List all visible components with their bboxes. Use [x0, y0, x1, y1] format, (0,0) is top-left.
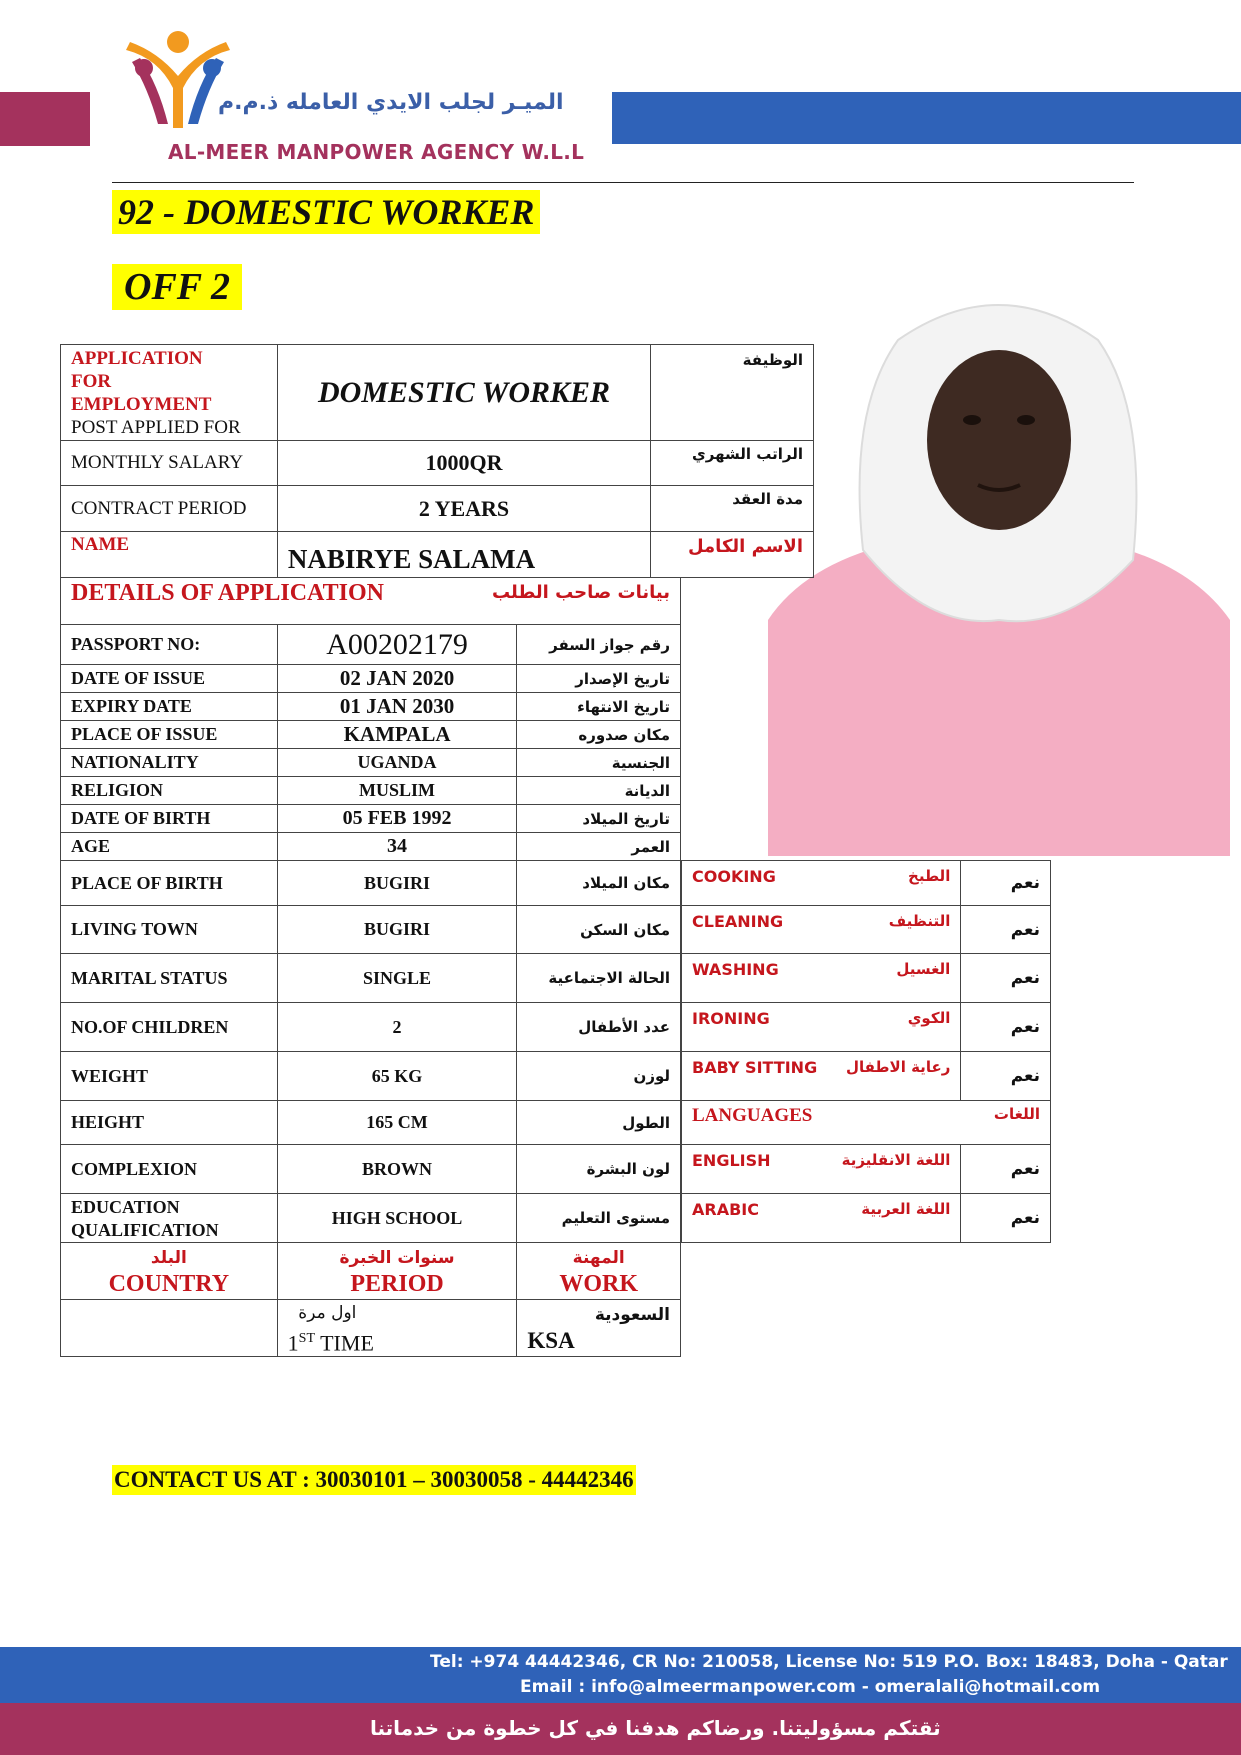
table-row: [61, 345, 814, 441]
place-of-issue-label: PLACE OF ISSUE: [61, 721, 278, 749]
page-subtitle: OFF 2: [112, 264, 242, 310]
languages-heading: LANGUAGES: [692, 1105, 813, 1126]
page-title: 92 - DOMESTIC WORKER: [112, 190, 540, 234]
table-row: [61, 1101, 681, 1145]
table-row: [61, 777, 681, 805]
skill-row: [682, 1003, 1051, 1052]
religion-value: MUSLIM: [277, 777, 517, 805]
experience-period-ar: اول مرة: [298, 1303, 357, 1323]
language-answer: نعم: [961, 1145, 1051, 1194]
nationality-label: NATIONALITY: [61, 749, 278, 777]
post-value: DOMESTIC WORKER: [277, 345, 650, 441]
table-row: [61, 954, 681, 1003]
skill-answer: نعم: [961, 1003, 1051, 1052]
country-header: COUNTRY: [108, 1271, 230, 1297]
education-value: HIGH SCHOOL: [277, 1194, 517, 1243]
contract-label: CONTRACT PERIOD: [61, 486, 278, 532]
language-answer: نعم: [961, 1194, 1051, 1243]
height-label-ar: الطول: [517, 1101, 681, 1145]
name-label-ar: الاسم الكامل: [651, 532, 814, 578]
salary-value: 1000QR: [277, 441, 650, 486]
table-row: [61, 906, 681, 954]
marital-status-label: MARITAL STATUS: [61, 954, 278, 1003]
post-label-line: EMPLOYMENT: [71, 394, 212, 415]
skill-answer: نعم: [961, 861, 1051, 906]
expiry-date-label-ar: تاريخ الانتهاء: [517, 693, 681, 721]
work-header: WORK: [559, 1271, 639, 1297]
name-label: NAME: [61, 532, 278, 578]
post-label-line: APPLICATION: [71, 348, 203, 369]
experience-work: [517, 1300, 681, 1357]
details-table: [60, 577, 681, 1357]
pob-label-ar: مكان الميلاد: [517, 861, 681, 906]
nationality-label-ar: الجنسية: [517, 749, 681, 777]
language-ar: اللغة الانقليزية: [841, 1151, 951, 1169]
age-label-ar: العمر: [517, 833, 681, 861]
marital-status-value: SINGLE: [277, 954, 517, 1003]
living-town-label: LIVING TOWN: [61, 906, 278, 954]
table-row: [61, 441, 814, 486]
dob-label: DATE OF BIRTH: [61, 805, 278, 833]
table-row: [61, 721, 681, 749]
skills-table: [681, 860, 1051, 1243]
table-row: [61, 486, 814, 532]
table-row: [61, 805, 681, 833]
age-label: AGE: [61, 833, 278, 861]
experience-period: [277, 1300, 517, 1357]
language-cell: [682, 1194, 961, 1243]
skill-cell: [682, 1003, 961, 1052]
experience-work-header: [517, 1243, 681, 1300]
expiry-date-value: 01 JAN 2030: [277, 693, 517, 721]
header-maroon-bar: [0, 92, 90, 146]
skill-ar: الكوي: [907, 1009, 951, 1027]
post-label-ar: الوظيفة: [651, 345, 814, 441]
experience-work-ar: السعودية: [594, 1305, 670, 1326]
period-word: TIME: [315, 1330, 374, 1356]
living-town-value: BUGIRI: [277, 906, 517, 954]
skill-answer: نعم: [961, 1052, 1051, 1101]
skill-ar: الطبخ: [908, 867, 951, 885]
dob-value: 05 FEB 1992: [277, 805, 517, 833]
experience-country-header: [61, 1243, 278, 1300]
place-of-issue-label-ar: مكان صدوره: [517, 721, 681, 749]
language-row: [682, 1194, 1051, 1243]
issue-date-value: 02 JAN 2020: [277, 665, 517, 693]
weight-label-ar: لوزن: [517, 1052, 681, 1101]
period-number: 1: [287, 1330, 299, 1356]
height-value: 165 CM: [277, 1101, 517, 1145]
skill-row: [682, 906, 1051, 954]
pob-value: BUGIRI: [277, 861, 517, 906]
footer-slogan: ثقتكم مسؤوليتنا. ورضاكم هدفنا في كل خطوة من خدماتنا: [370, 1716, 941, 1740]
skill-row: [682, 954, 1051, 1003]
table-row: [61, 1194, 681, 1243]
complexion-value: BROWN: [277, 1145, 517, 1194]
marital-status-label-ar: الحالة الاجتماعية: [517, 954, 681, 1003]
religion-label-ar: الديانة: [517, 777, 681, 805]
details-heading-cell: [61, 578, 681, 625]
experience-header-row: [61, 1243, 681, 1300]
footer-contact-bar: [0, 1647, 1241, 1703]
contact-numbers: CONTACT US AT : 30030101 – 30030058 - 44442346: [112, 1465, 636, 1495]
table-row: [61, 693, 681, 721]
post-label-line: FOR: [71, 371, 112, 392]
experience-country: [61, 1300, 278, 1357]
children-label-ar: عدد الأطفال: [517, 1003, 681, 1052]
weight-label: WEIGHT: [61, 1052, 278, 1101]
logo-arabic-name: الميـر لجلب الايدي العامله ذ.م.م: [218, 90, 564, 115]
skill-answer: نعم: [961, 954, 1051, 1003]
education-label-line: EDUCATION: [71, 1197, 180, 1217]
skill-en: WASHING: [692, 960, 779, 979]
expiry-date-label: EXPIRY DATE: [61, 693, 278, 721]
skill-cell: [682, 861, 961, 906]
languages-heading-row: [682, 1101, 1051, 1145]
children-label: NO.OF CHILDREN: [61, 1003, 278, 1052]
period-header: PERIOD: [350, 1271, 444, 1297]
table-row: [61, 1145, 681, 1194]
work-header-ar: المهنة: [572, 1248, 625, 1268]
period-header-ar: سنوات الخبرة: [339, 1248, 455, 1268]
passport-label-ar: رقم جواز السفر: [517, 625, 681, 665]
table-row: [61, 1003, 681, 1052]
passport-label: PASSPORT NO:: [61, 625, 278, 665]
skill-ar: رعاية الاطفال: [845, 1058, 951, 1076]
application-table: [60, 344, 814, 578]
footer-line-2: Email : info@almeermanpower.com - omeralali@hotmail.com: [520, 1677, 1101, 1697]
table-row: [61, 532, 814, 578]
skill-cell: [682, 1052, 961, 1101]
skill-ar: التنظيف: [888, 912, 951, 930]
country-header-ar: البلد: [150, 1248, 187, 1268]
skill-en: COOKING: [692, 867, 776, 886]
salary-label-ar: الراتب الشهري: [651, 441, 814, 486]
contract-label-ar: مدة العقد: [651, 486, 814, 532]
languages-heading-ar: اللغات: [993, 1105, 1040, 1123]
age-value: 34: [277, 833, 517, 861]
experience-row: [61, 1300, 681, 1357]
details-heading: DETAILS OF APPLICATION: [71, 580, 384, 606]
table-row: [61, 1052, 681, 1101]
living-town-label-ar: مكان السكن: [517, 906, 681, 954]
language-ar: اللغة العربية: [861, 1200, 951, 1218]
name-value: NABIRYE SALAMA: [277, 532, 650, 578]
table-row: [61, 625, 681, 665]
skill-en: IRONING: [692, 1009, 770, 1028]
table-row: [61, 833, 681, 861]
education-label-line: QUALIFICATION: [71, 1220, 219, 1240]
skill-cell: [682, 906, 961, 954]
applicant-photo: [768, 290, 1230, 856]
details-heading-ar: بيانات صاحب الطلب: [491, 582, 670, 603]
place-of-issue-value: KAMPALA: [277, 721, 517, 749]
skill-en: BABY SITTING: [692, 1058, 818, 1077]
language-en: ARABIC: [692, 1200, 759, 1219]
skill-cell: [682, 954, 961, 1003]
children-value: 2: [277, 1003, 517, 1052]
post-label-cell: [61, 345, 278, 441]
issue-date-label-ar: تاريخ الإصدار: [517, 665, 681, 693]
company-logo-icon: [118, 28, 238, 138]
language-row: [682, 1145, 1051, 1194]
table-row: [61, 665, 681, 693]
footer-slogan-bar: [0, 1703, 1241, 1755]
complexion-label-ar: لون البشرة: [517, 1145, 681, 1194]
salary-label: MONTHLY SALARY: [61, 441, 278, 486]
skill-answer: نعم: [961, 906, 1051, 954]
experience-period-en: [288, 1326, 507, 1356]
language-en: ENGLISH: [692, 1151, 771, 1170]
logo-english-name: AL-MEER MANPOWER AGENCY W.L.L: [168, 140, 585, 164]
language-cell: [682, 1145, 961, 1194]
contract-value: 2 YEARS: [277, 486, 650, 532]
post-label-sub: POST APPLIED FOR: [71, 417, 241, 438]
table-row: [61, 861, 681, 906]
weight-value: 65 KG: [277, 1052, 517, 1101]
experience-period-header: [277, 1243, 517, 1300]
complexion-label: COMPLEXION: [61, 1145, 278, 1194]
footer-line-1: Tel: +974 44442346, CR No: 210058, License No: 519 P.O. Box: 18483, Doha - Qatar: [430, 1652, 1228, 1672]
header-divider: [112, 182, 1134, 183]
skill-row: [682, 861, 1051, 906]
height-label: HEIGHT: [61, 1101, 278, 1145]
dob-label-ar: تاريخ الميلاد: [517, 805, 681, 833]
skill-en: CLEANING: [692, 912, 784, 931]
table-row: [61, 749, 681, 777]
period-superscript: ST: [298, 1331, 316, 1346]
religion-label: RELIGION: [61, 777, 278, 805]
skill-row: [682, 1052, 1051, 1101]
education-label: [61, 1194, 278, 1243]
issue-date-label: DATE OF ISSUE: [61, 665, 278, 693]
languages-heading-cell: [682, 1101, 1051, 1145]
education-label-ar: مستوى التعليم: [517, 1194, 681, 1243]
passport-value: A00202179: [277, 625, 517, 665]
table-row: [61, 578, 681, 625]
header-blue-bar: [612, 92, 1241, 144]
nationality-value: UGANDA: [277, 749, 517, 777]
pob-label: PLACE OF BIRTH: [61, 861, 278, 906]
skill-ar: الغسيل: [896, 960, 951, 978]
experience-work-en: KSA: [527, 1328, 575, 1354]
